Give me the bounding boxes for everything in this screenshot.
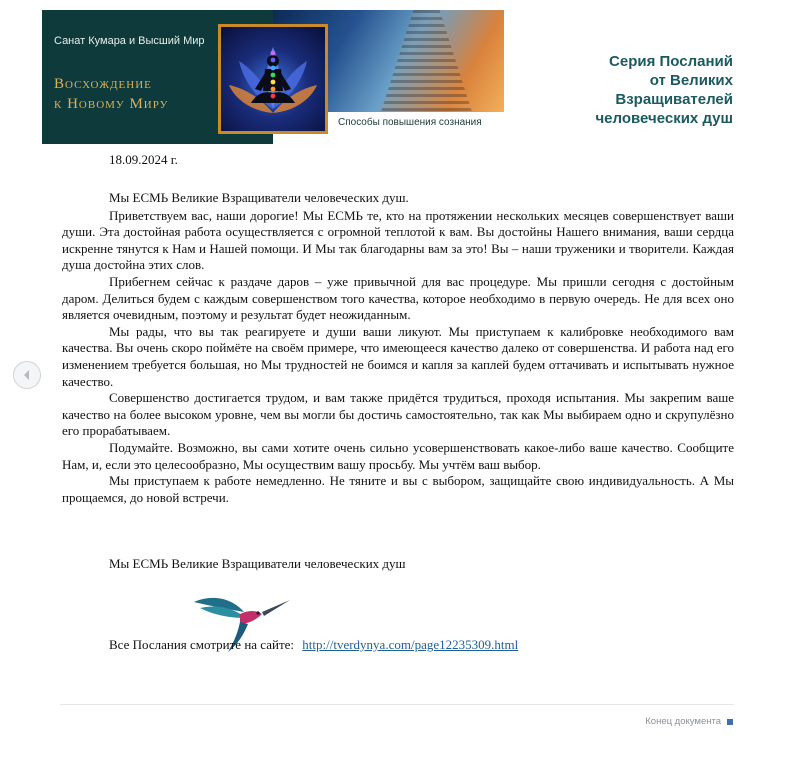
banner-caption: Способы повышения сознания xyxy=(338,117,482,128)
series-title-line3: Взращивателей xyxy=(615,91,733,108)
banner-title xyxy=(54,74,168,114)
document-end-marker xyxy=(645,716,733,727)
footer-divider xyxy=(60,704,734,705)
header-banner xyxy=(42,10,504,144)
letter-paragraph: Прибегнем сейчас к раздаче даров – уже привычной для вас процедуре. Мы пришли сегодня с достойным даром. Делиться будем с каждым совершенством того качества, которое необходимо в первую очередь. Не для всех оно является очевидным, поэтому и результат будет неожиданным. xyxy=(62,273,734,323)
letter-paragraph: Приветствуем вас, наши дорогие! Мы ЕСМЬ те, кто на протяжении нескольких месяцев совершенствует ваши души. Эта достойная работа осуществляется с огромной теплотой к вам. Вы достойны Нашего внимания, ваши сердца искренне тянутся к Нам и Нашей помощи. И Мы так благодарны вам за это! Вы – наши труженики и творители. Каждая душа достойна этих слов. xyxy=(62,207,734,273)
document-date: 18.09.2024 г. xyxy=(109,152,178,167)
letter-signature: Мы ЕСМЬ Великие Взращиватели человеческих душ xyxy=(109,556,406,571)
letter-paragraph: Мы рады, что вы так реагируете и души ваши ликуют. Мы приступаем к калибровке необходимого вам качества. Вы очень скоро поймёте на своём примере, что имеющееся качество далеко от совершенства. И работа над его изменением требуется большая, но Мы трудностей не боимся и капля за каплей будем оттачивать и испытывать нужное качество. xyxy=(62,323,734,389)
letter-paragraph: Мы ЕСМЬ Великие Взращиватели человеческих душ. xyxy=(109,190,409,205)
letter-paragraph: Подумайте. Возможно, вы сами хотите очень сильно усовершенствовать какое-либо ваше качество. Сообщите Нам, и, если это целесообразно, Мы осуществим вашу просьбу. Мы учтём ваш выбор. xyxy=(62,439,734,472)
series-title-line1: Серия Посланий xyxy=(609,53,733,70)
banner-title-line1: Восхождение xyxy=(54,76,152,92)
site-link[interactable]: http://tverdynya.com/page12235309.html xyxy=(302,637,519,652)
document-end-label: Конец документа xyxy=(645,716,721,727)
site-link-line xyxy=(109,637,518,653)
square-icon xyxy=(727,719,733,725)
letter-paragraph: Совершенство достигается трудом, и вам также придётся трудиться, проходя испытания. Мы закрепим ваше качество на более высоком уровне, чем вы могли бы достичь самостоятельно, так как Мы выбираем одно и скрупулёзно его прорабатываем. xyxy=(62,390,734,439)
previous-page-button[interactable] xyxy=(13,361,41,389)
banner-subtitle: Санат Кумара и Высший Мир xyxy=(54,35,205,47)
site-link-label: Все Послания смотрите на сайте: xyxy=(109,637,295,652)
meditation-chakra-icon xyxy=(221,27,325,131)
chevron-left-icon xyxy=(22,369,32,381)
banner-title-line2: к Новому Миру xyxy=(54,96,169,112)
series-title-line2: от Великих xyxy=(649,72,733,89)
letter-body xyxy=(62,190,734,506)
letter-paragraph: Мы приступаем к работе немедленно. Не тяните и вы с выбором, защищайте свою индивидуальность. А Мы прощаемся, до новой встречи. xyxy=(62,473,734,505)
series-title-line4: человеческих душ xyxy=(595,110,733,127)
series-title xyxy=(533,52,733,128)
meditation-image xyxy=(218,24,328,134)
